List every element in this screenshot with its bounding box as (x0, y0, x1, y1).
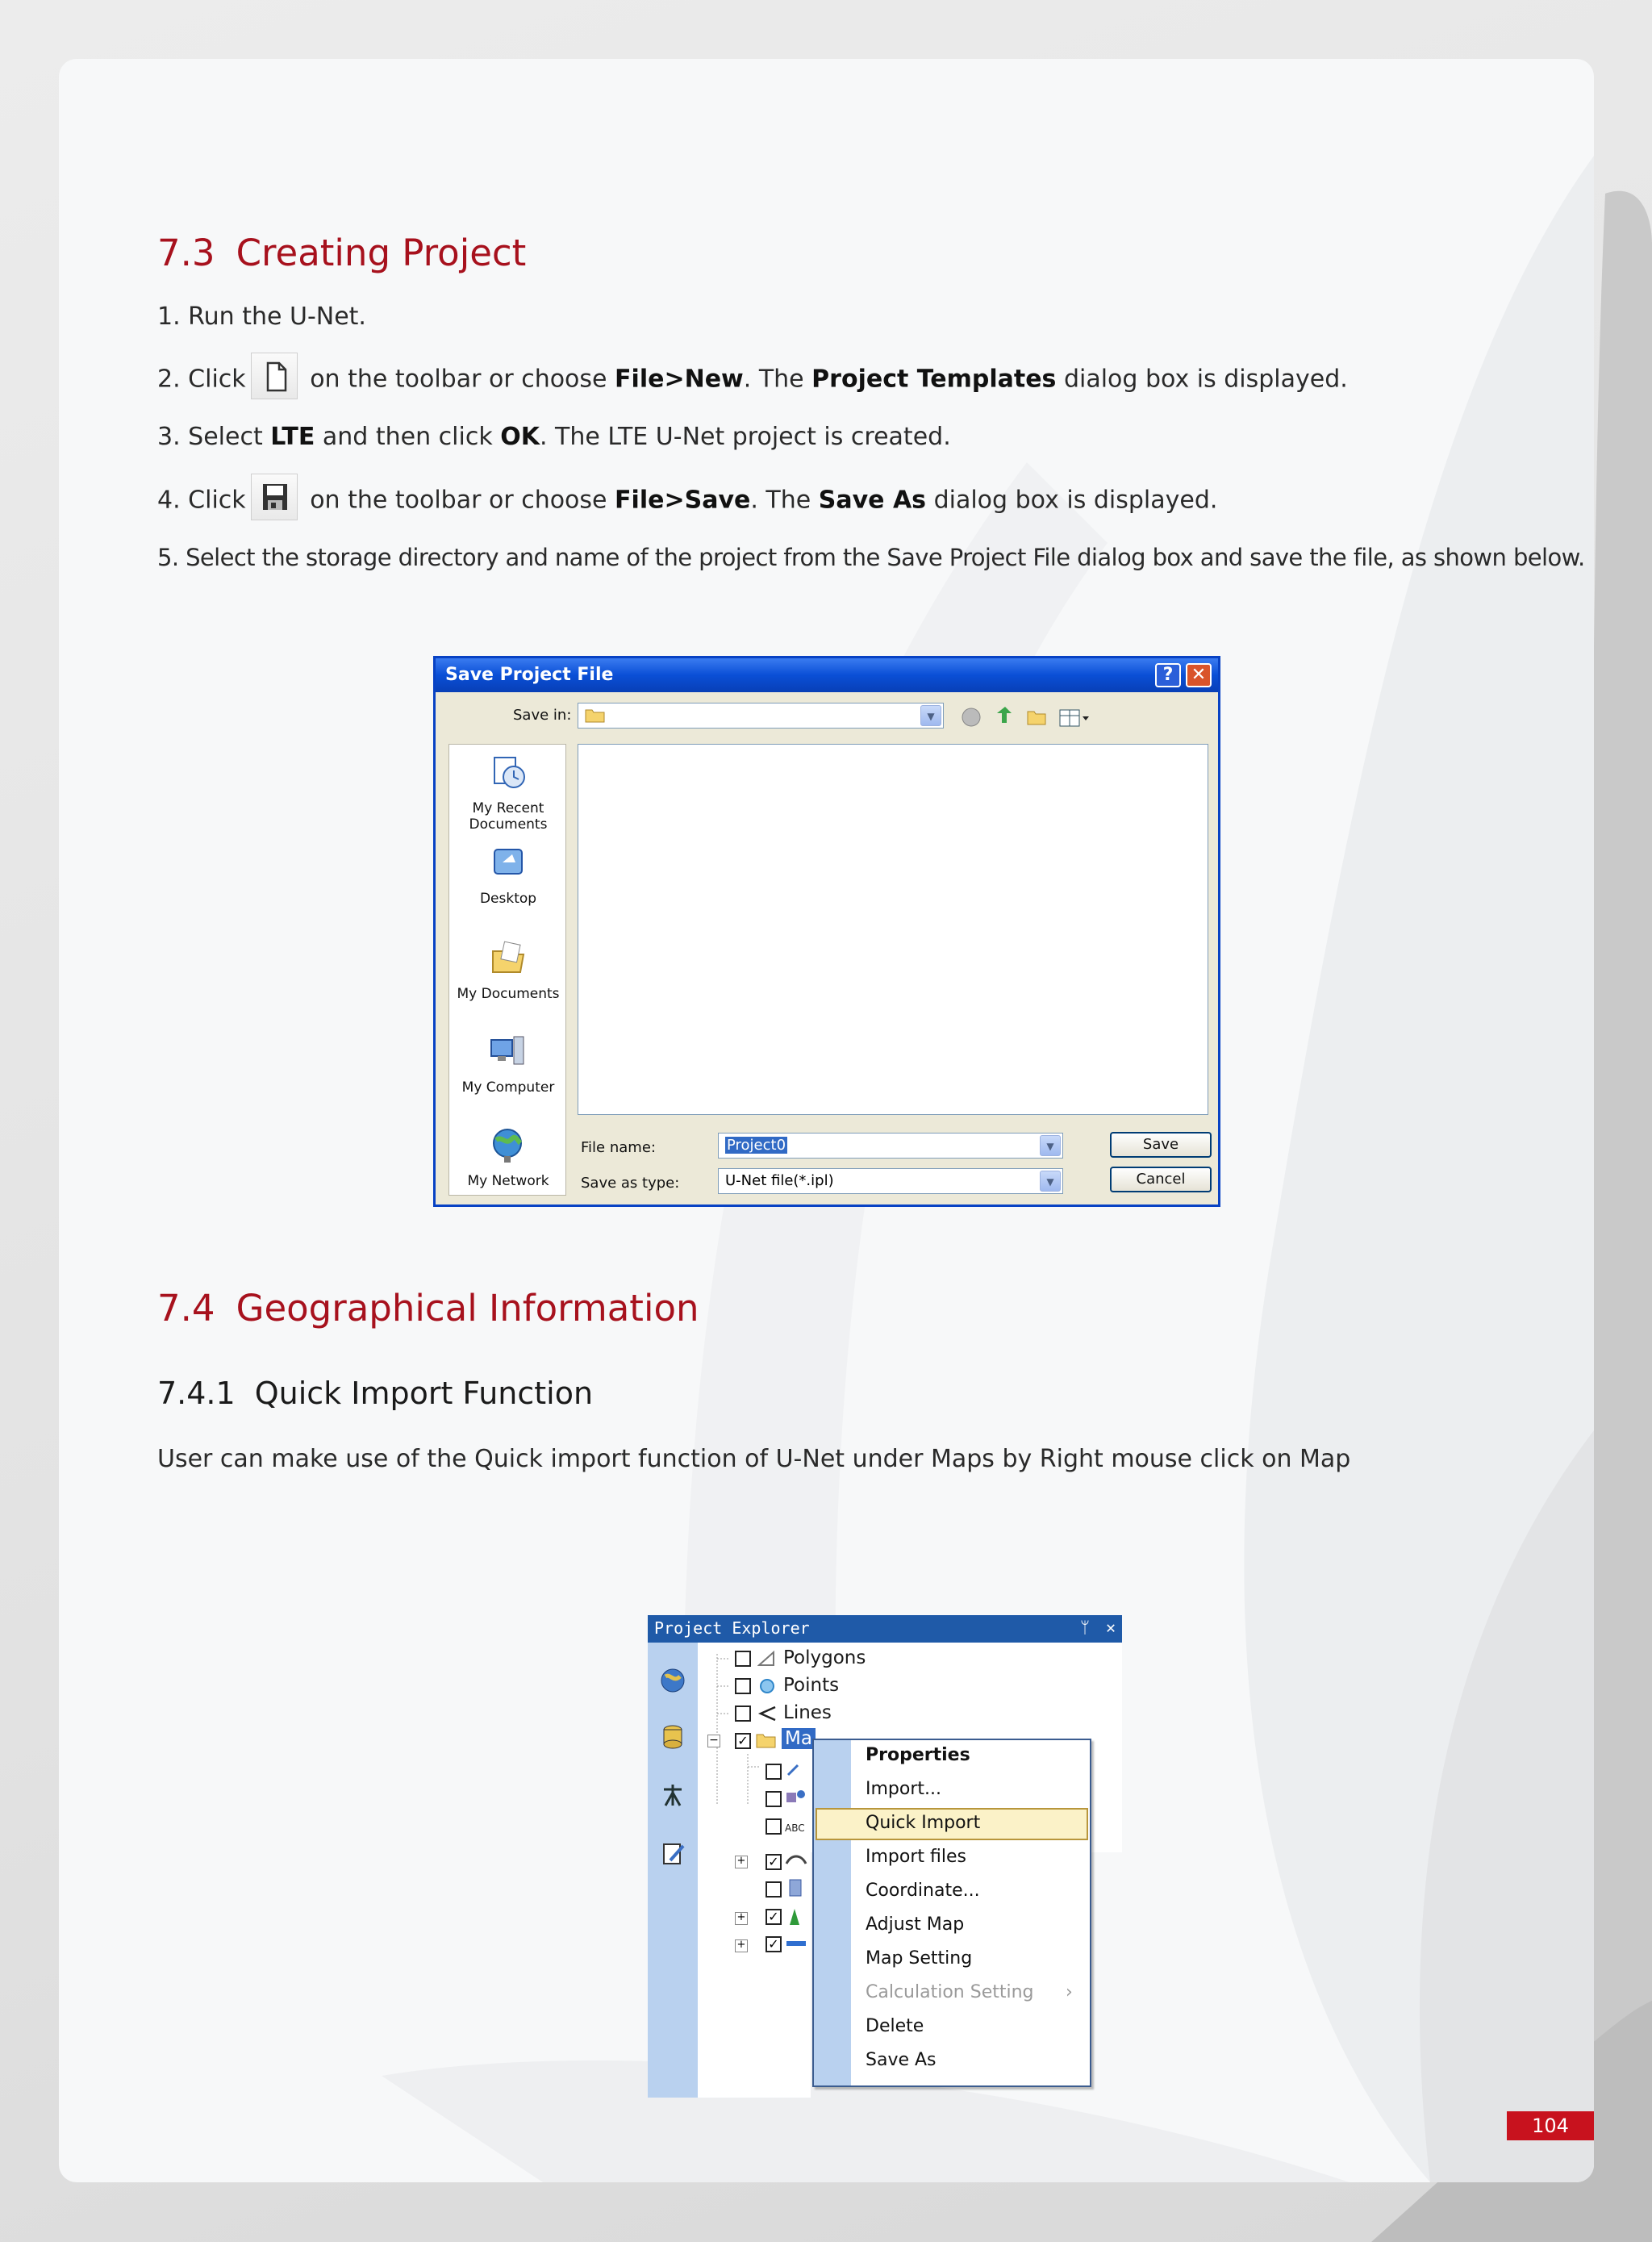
step-4-dialog-name: Save As (818, 486, 927, 515)
step-1 (157, 301, 366, 333)
save-as-type-value: U-Net file(*.ipl) (725, 1172, 834, 1189)
points-layer-icon (757, 1676, 777, 1696)
folder-open-icon (756, 1731, 778, 1751)
antenna-icon[interactable] (659, 1781, 686, 1809)
dialog-title: Save Project File (445, 665, 614, 685)
place-my-recent-documents[interactable] (449, 753, 567, 833)
section-heading-creating-project (157, 232, 526, 274)
save-in-label: Save in: (513, 707, 572, 724)
sub-layer-checkbox[interactable]: ✓ (766, 1854, 782, 1870)
step-2-post: dialog box is displayed. (1056, 365, 1348, 394)
save-button[interactable]: Save (1110, 1132, 1212, 1158)
edit-note-icon[interactable] (659, 1839, 686, 1867)
my-computer-icon (488, 1032, 528, 1071)
submenu-arrow-icon: › (1066, 1982, 1073, 2002)
lines-checkbox[interactable] (735, 1706, 751, 1722)
points-checkbox[interactable] (735, 1678, 751, 1694)
tree-item-points[interactable]: Points (783, 1675, 840, 1696)
step-2-pre: 2. Click (157, 365, 246, 394)
menu-item-save-as[interactable]: Save As (866, 2050, 937, 2070)
place-label: My Network (467, 1173, 549, 1189)
step-2-mid2: . The (743, 365, 812, 394)
place-label: My Documents (457, 986, 560, 1002)
step-3-mid: and then click (315, 423, 501, 451)
file-name-label: File name: (581, 1139, 656, 1156)
sub-layer-checkbox[interactable] (766, 1764, 782, 1780)
project-explorer-title: Project Explorer (654, 1618, 810, 1638)
menu-item-coordinate[interactable]: Coordinate... (866, 1881, 980, 1901)
sub-layer-checkbox[interactable] (766, 1881, 782, 1898)
step-5-text: 5. Select the storage directory and name of the project from the Save Project File dialog box and save the file, as shown below. (157, 544, 1585, 571)
dialog-titlebar (436, 658, 1218, 692)
chevron-down-icon[interactable]: ▼ (920, 705, 941, 726)
globe-icon[interactable] (659, 1667, 686, 1694)
cancel-button[interactable]: Cancel (1110, 1167, 1212, 1192)
project-explorer-panel (648, 1615, 1122, 2098)
section-title: Geographical Information (236, 1287, 699, 1330)
section-number: 7.4 (157, 1287, 215, 1330)
sub-layer-icons (785, 1762, 809, 1843)
polygons-checkbox[interactable] (735, 1651, 751, 1667)
project-explorer-sidebar (648, 1643, 698, 2098)
step-5 (157, 541, 1585, 574)
step-3-lte: LTE (270, 423, 315, 451)
step-3-ok: OK (500, 423, 540, 451)
subsection-heading-quick-import (157, 1376, 593, 1411)
dialog-toolbar-icons (960, 705, 1105, 729)
folder-icon (585, 707, 606, 723)
new-file-icon (251, 353, 298, 399)
place-label: My Computer (461, 1079, 555, 1096)
menu-item-adjust-map[interactable]: Adjust Map (866, 1914, 965, 1935)
my-documents-icon (488, 938, 528, 977)
save-disk-icon (251, 474, 298, 520)
menu-item-delete[interactable]: Delete (866, 2016, 924, 2036)
close-icon[interactable]: ✕ (1105, 1618, 1116, 1637)
chevron-down-icon[interactable]: ▼ (1040, 1171, 1061, 1192)
step-4 (157, 482, 1217, 520)
step-2-mid: on the toolbar or choose (302, 365, 615, 394)
map-context-menu (812, 1739, 1091, 2087)
menu-item-import-files[interactable]: Import files (866, 1847, 966, 1867)
places-bar (448, 744, 566, 1196)
step-2-dialog-name: Project Templates (811, 365, 1057, 394)
menu-item-import[interactable]: Import... (866, 1779, 941, 1799)
menu-item-calculation-setting: Calculation Setting (866, 1982, 1034, 2002)
step-2 (157, 361, 1348, 399)
step-4-mid: on the toolbar or choose (302, 486, 615, 515)
step-3-pre: 3. Select (157, 423, 271, 451)
sub-layer-checkbox[interactable]: ✓ (766, 1909, 782, 1925)
quick-import-description: User can make use of the Quick import function of U-Net under Maps by Right mouse click on Map (157, 1445, 1351, 1473)
close-button[interactable]: ✕ (1186, 663, 1212, 687)
step-4-menu-path: File>Save (615, 486, 751, 515)
page-number: 104 (1507, 2111, 1594, 2140)
step-2-menu-path: File>New (615, 365, 744, 394)
save-in-combo[interactable] (578, 703, 944, 729)
file-name-input[interactable] (718, 1133, 1063, 1159)
help-button[interactable]: ? (1155, 663, 1181, 687)
sub-layer-checkbox[interactable] (766, 1791, 782, 1807)
save-project-file-dialog (433, 656, 1220, 1207)
context-menu-icon-strip (814, 1740, 851, 2085)
subsection-title: Quick Import Function (254, 1376, 594, 1411)
place-my-computer[interactable] (449, 1032, 567, 1096)
subsection-number: 7.4.1 (157, 1376, 236, 1411)
place-label: Desktop (479, 891, 537, 907)
expand-icon[interactable]: + (735, 1912, 748, 1925)
lines-layer-icon (757, 1704, 777, 1723)
sub-layer-icons-lower (785, 1852, 809, 1957)
place-label: My Recent (472, 800, 544, 816)
sub-layer-checkbox[interactable] (766, 1818, 782, 1835)
expand-icon[interactable]: + (735, 1856, 748, 1868)
file-name-value: Project0 (727, 1137, 786, 1154)
project-explorer-titlebar (648, 1615, 1122, 1643)
polygon-layer-icon (757, 1649, 777, 1668)
svg-text:ABC: ABC (785, 1822, 805, 1834)
section-title: Creating Project (236, 232, 527, 274)
place-my-documents[interactable] (449, 938, 567, 1002)
step-4-mid2: . The (750, 486, 819, 515)
place-label-2: Documents (469, 816, 548, 833)
desktop-icon (488, 843, 528, 882)
pin-icon[interactable]: ᛘ (1080, 1618, 1090, 1637)
chevron-down-icon[interactable]: ▼ (1040, 1135, 1061, 1156)
step-3 (157, 421, 951, 453)
tree-item-maps[interactable]: Ma (782, 1728, 816, 1749)
maps-checkbox[interactable]: ✓ (735, 1733, 751, 1749)
save-as-type-select[interactable] (718, 1168, 1063, 1194)
collapse-icon[interactable]: − (707, 1735, 720, 1747)
step-4-pre: 4. Click (157, 486, 246, 515)
expand-icon[interactable]: + (735, 1939, 748, 1952)
menu-item-properties[interactable]: Properties (866, 1745, 970, 1765)
step-1-text: 1. Run the U-Net. (157, 303, 366, 331)
tree-item-polygons[interactable]: Polygons (783, 1647, 866, 1668)
place-desktop[interactable] (449, 843, 567, 907)
document-page (59, 59, 1594, 2182)
my-network-icon (488, 1125, 528, 1164)
tree-item-lines[interactable]: Lines (783, 1702, 832, 1723)
section-heading-geographical-information (157, 1287, 699, 1330)
step-4-post: dialog box is displayed. (926, 486, 1218, 515)
sub-layer-checkbox[interactable]: ✓ (766, 1936, 782, 1952)
save-as-type-label: Save as type: (581, 1175, 680, 1192)
menu-item-map-setting[interactable]: Map Setting (866, 1948, 973, 1969)
tree-lower-area (698, 1852, 811, 2098)
menu-item-quick-import[interactable]: Quick Import (866, 1813, 981, 1833)
database-icon[interactable] (659, 1723, 686, 1751)
section-number: 7.3 (157, 232, 215, 274)
place-my-network[interactable] (449, 1125, 567, 1189)
recent-documents-icon (488, 753, 528, 791)
file-list-area[interactable] (578, 744, 1208, 1115)
step-3-post: . The LTE U-Net project is created. (539, 423, 951, 451)
